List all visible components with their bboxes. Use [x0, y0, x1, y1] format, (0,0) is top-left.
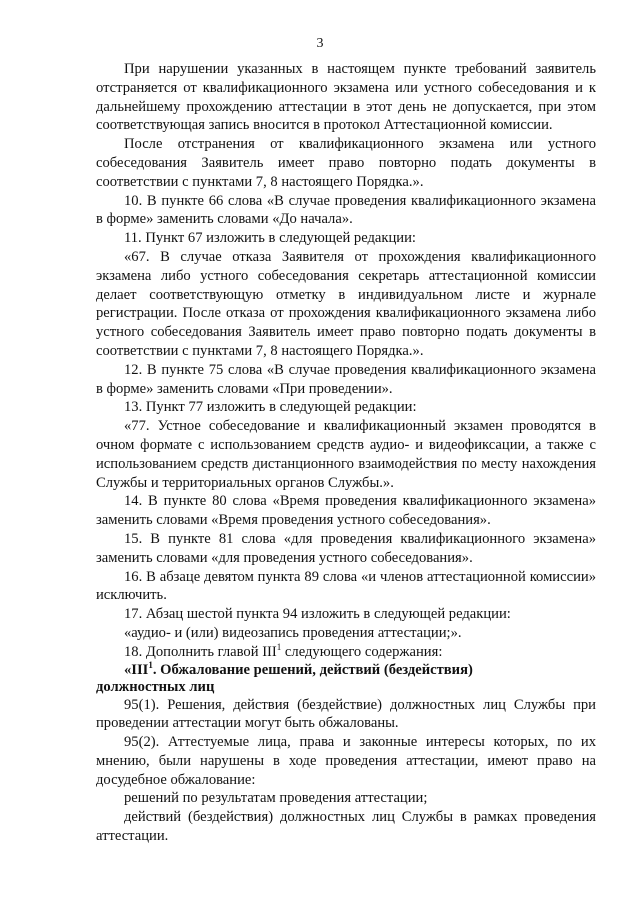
paragraph: 12. В пункте 75 слова «В случае проведения квалификационного экзамена в форме» заменить словами «При проведении». [96, 361, 596, 397]
paragraph: «77. Устное собеседование и квалификационный экзамен проводятся в очном формате с использованием средств аудио- и видеофиксации, а также с использованием средств дистанционного взаимодействия по месту нахождения Службы и территориальных органов Службы.». [96, 418, 596, 491]
paragraph: 10. В пункте 66 слова «В случае проведения квалификационного экзамена в форме» заменить словами «До начала». [96, 192, 596, 228]
paragraph: «аудио- и (или) видеозапись проведения аттестации;». [124, 624, 462, 641]
paragraph: 13. Пункт 77 изложить в следующей редакции: [124, 399, 417, 416]
paragraph: «67. В случае отказа Заявителя от прохождения квалификационного экзамена либо устного собеседования секретарь аттестационной комиссии делает соответствующую отметку в индивидуальном листе и журнале регистрации. После отказа от прохождения квалификационного экзамена либо устного собеседования Заявитель имеет право повторно подать документы в соответствии с пунктами 7, 8 настоящего Порядка.». [96, 248, 596, 359]
chapter-heading [96, 659, 596, 696]
paragraph-text: 18. Дополнить главой III [124, 643, 277, 660]
paragraph: 16. В абзаце девятом пункта 89 слова «и членов аттестационной комиссии» исключить. [96, 568, 596, 604]
paragraph: 14. В пункте 80 слова «Время проведения квалификационного экзамена» заменить словами «Время проведения устного собеседования». [96, 493, 596, 529]
paragraph: При нарушении указанных в настоящем пункте требований заявитель отстраняется от квалификационного экзамена или устного собеседования и к дальнейшему прохождению аттестации в этот день не допускается, при этом соответствующая запись вносится в протокол Аттестационной комиссии. [96, 61, 596, 134]
heading-line1: . Обжалование решений, действий (бездействия) [152, 661, 473, 678]
superscript: 1 [276, 641, 282, 652]
document-body [96, 60, 596, 846]
paragraph: После отстранения от квалификационного экзамена или устного собеседования Заявитель имеет право повторно подать документы в соответствии с пунктами 7, 8 настоящего Порядка.». [96, 136, 596, 190]
heading-prefix: «III [124, 661, 149, 678]
paragraph: 11. Пункт 67 изложить в следующей редакции: [124, 230, 416, 247]
paragraph: 15. В пункте 81 слова «для проведения квалификационного экзамена» заменить словами «для проведения устного собеседования». [96, 530, 596, 566]
paragraph: действий (бездействия) должностных лиц Службы в рамках проведения аттестации. [96, 809, 596, 845]
heading-line2: должностных лиц [96, 678, 215, 695]
paragraph: 95(1). Решения, действия (бездействие) должностных лиц Службы при проведении аттестации могут быть обжалованы. [96, 696, 596, 732]
page-number: 3 [316, 36, 324, 51]
heading-superscript: 1 [148, 659, 153, 670]
paragraph: решений по результатам проведения аттестации; [124, 790, 428, 807]
paragraph-text: следующего содержания: [281, 643, 443, 660]
paragraph [96, 643, 596, 662]
paragraph: 17. Абзац шестой пункта 94 изложить в следующей редакции: [124, 606, 511, 623]
paragraph: 95(2). Аттестуемые лица, права и законные интересы которых, по их мнению, были нарушены в ходе проведения аттестации, имеют право на досудебное обжалование: [96, 734, 596, 788]
